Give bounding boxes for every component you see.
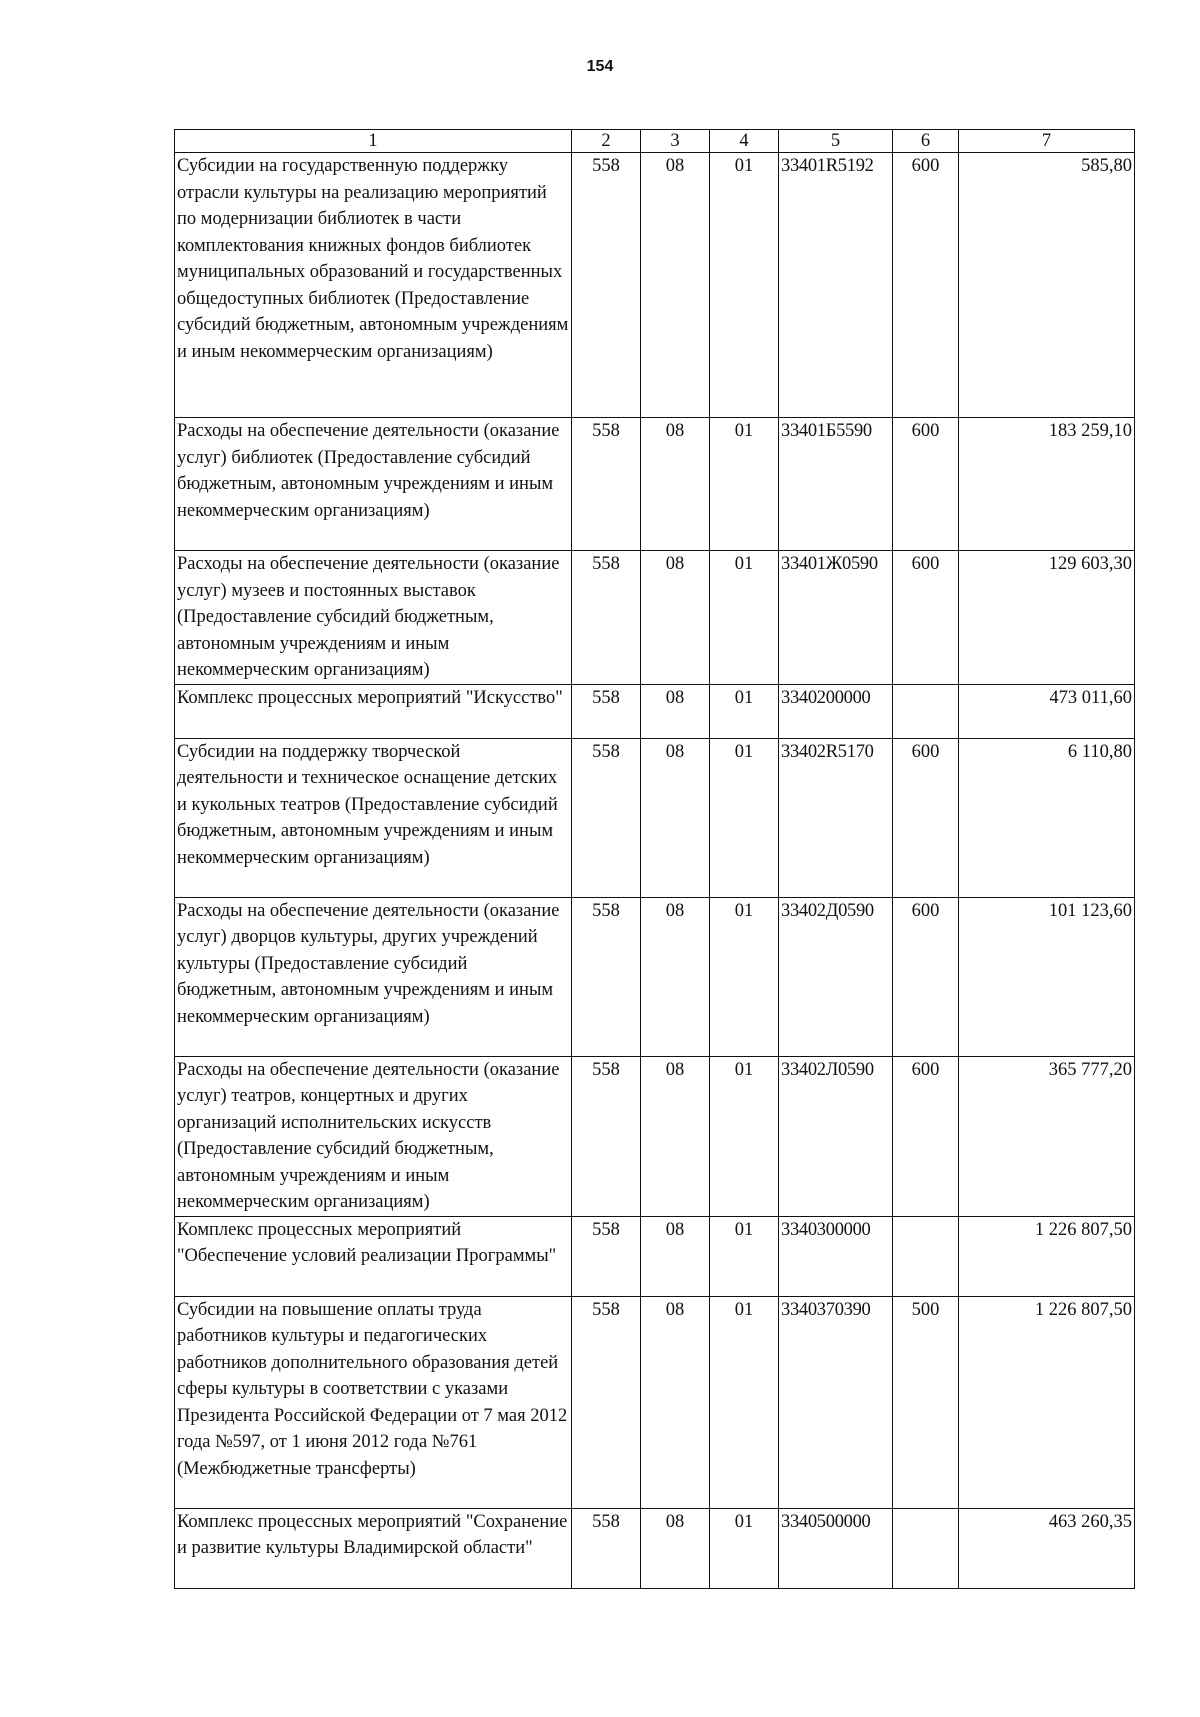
row-name: Комплекс процессных мероприятий "Сохранение и развитие культуры Владимирской области" <box>175 1508 572 1588</box>
expense-type-code: 600 <box>893 897 959 1056</box>
amount: 1 226 807,50 <box>959 1216 1135 1296</box>
target-code: 3340200000 <box>779 684 893 738</box>
subsection-code: 01 <box>710 897 779 1056</box>
amount: 101 123,60 <box>959 897 1135 1056</box>
row-name: Субсидии на поддержку творческой деятельности и техническое оснащение детских и кукольных театров (Предоставление субсидий бюджетным, автономным учреждениям и иным некоммерческим организациям) <box>175 738 572 897</box>
expense-type-code: 500 <box>893 1296 959 1508</box>
table-row <box>175 684 1135 738</box>
table-row <box>175 551 1135 685</box>
table-row <box>175 1216 1135 1296</box>
amount: 463 260,35 <box>959 1508 1135 1588</box>
target-code: 3340500000 <box>779 1508 893 1588</box>
table-row <box>175 153 1135 418</box>
subsection-code: 01 <box>710 1296 779 1508</box>
row-name: Расходы на обеспечение деятельности (оказание услуг) дворцов культуры, других учреждений культуры (Предоставление субсидий бюджетным, автономным учреждениям и иным некоммерческим организациям) <box>175 897 572 1056</box>
column-header: 4 <box>710 130 779 153</box>
section-code: 08 <box>641 418 710 551</box>
table-row <box>175 1508 1135 1588</box>
table-row <box>175 1296 1135 1508</box>
amount: 1 226 807,50 <box>959 1296 1135 1508</box>
expense-type-code <box>893 684 959 738</box>
section-code: 08 <box>641 897 710 1056</box>
table-row <box>175 897 1135 1056</box>
subsection-code: 01 <box>710 1056 779 1216</box>
column-header: 3 <box>641 130 710 153</box>
section-code: 08 <box>641 684 710 738</box>
subsection-code: 01 <box>710 1216 779 1296</box>
header-row <box>175 130 1135 153</box>
expense-type-code: 600 <box>893 551 959 685</box>
section-code: 08 <box>641 738 710 897</box>
row-name: Расходы на обеспечение деятельности (оказание услуг) театров, концертных и других организаций исполнительских искусств (Предоставление субсидий бюджетным, автономным учреждениям и иным некоммерческим организациям) <box>175 1056 572 1216</box>
ministry-code: 558 <box>572 418 641 551</box>
target-code: 33401R5192 <box>779 153 893 418</box>
amount: 183 259,10 <box>959 418 1135 551</box>
expense-type-code: 600 <box>893 1056 959 1216</box>
target-code: 33402Д0590 <box>779 897 893 1056</box>
target-code: 3340370390 <box>779 1296 893 1508</box>
column-header: 2 <box>572 130 641 153</box>
row-name: Субсидии на повышение оплаты труда работников культуры и педагогических работников дополнительного образования детей сферы культуры в соответствии с указами Президента Российской Федерации от 7 мая 2012 года №597, от 1 июня 2012 года №761 (Межбюджетные трансферты) <box>175 1296 572 1508</box>
page-number: 154 <box>586 58 614 75</box>
table-row <box>175 738 1135 897</box>
expense-type-code: 600 <box>893 153 959 418</box>
expense-type-code: 600 <box>893 738 959 897</box>
ministry-code: 558 <box>572 1508 641 1588</box>
section-code: 08 <box>641 1296 710 1508</box>
amount: 129 603,30 <box>959 551 1135 685</box>
subsection-code: 01 <box>710 738 779 897</box>
table-row <box>175 1056 1135 1216</box>
section-code: 08 <box>641 1508 710 1588</box>
expense-type-code <box>893 1216 959 1296</box>
subsection-code: 01 <box>710 418 779 551</box>
ministry-code: 558 <box>572 1216 641 1296</box>
subsection-code: 01 <box>710 684 779 738</box>
column-header: 5 <box>779 130 893 153</box>
section-code: 08 <box>641 1056 710 1216</box>
column-header: 6 <box>893 130 959 153</box>
amount: 473 011,60 <box>959 684 1135 738</box>
section-code: 08 <box>641 1216 710 1296</box>
section-code: 08 <box>641 153 710 418</box>
amount: 365 777,20 <box>959 1056 1135 1216</box>
target-code: 33402R5170 <box>779 738 893 897</box>
subsection-code: 01 <box>710 551 779 685</box>
ministry-code: 558 <box>572 153 641 418</box>
section-code: 08 <box>641 551 710 685</box>
target-code: 3340300000 <box>779 1216 893 1296</box>
row-name: Расходы на обеспечение деятельности (оказание услуг) музеев и постоянных выставок (Предоставление субсидий бюджетным, автономным учреждениям и иным некоммерческим организациям) <box>175 551 572 685</box>
column-header: 7 <box>959 130 1135 153</box>
row-name: Субсидии на государственную поддержку отрасли культуры на реализацию мероприятий по модернизации библиотек в части комплектования книжных фондов библиотек муниципальных образований и государственных общедоступных библиотек (Предоставление субсидий бюджетным, автономным учреждениям и иным некоммерческим организациям) <box>175 153 572 418</box>
row-name: Комплекс процессных мероприятий "Обеспечение условий реализации Программы" <box>175 1216 572 1296</box>
column-header: 1 <box>175 130 572 153</box>
ministry-code: 558 <box>572 1296 641 1508</box>
subsection-code: 01 <box>710 1508 779 1588</box>
row-name: Расходы на обеспечение деятельности (оказание услуг) библиотек (Предоставление субсидий бюджетным, автономным учреждениям и иным некоммерческим организациям) <box>175 418 572 551</box>
ministry-code: 558 <box>572 684 641 738</box>
ministry-code: 558 <box>572 1056 641 1216</box>
amount: 585,80 <box>959 153 1135 418</box>
ministry-code: 558 <box>572 738 641 897</box>
amount: 6 110,80 <box>959 738 1135 897</box>
target-code: 33401Б5590 <box>779 418 893 551</box>
row-name: Комплекс процессных мероприятий "Искусство" <box>175 684 572 738</box>
ministry-code: 558 <box>572 897 641 1056</box>
target-code: 33402Л0590 <box>779 1056 893 1216</box>
expense-type-code <box>893 1508 959 1588</box>
table-row <box>175 418 1135 551</box>
expense-type-code: 600 <box>893 418 959 551</box>
budget-table <box>174 129 1135 1589</box>
subsection-code: 01 <box>710 153 779 418</box>
target-code: 33401Ж0590 <box>779 551 893 685</box>
ministry-code: 558 <box>572 551 641 685</box>
